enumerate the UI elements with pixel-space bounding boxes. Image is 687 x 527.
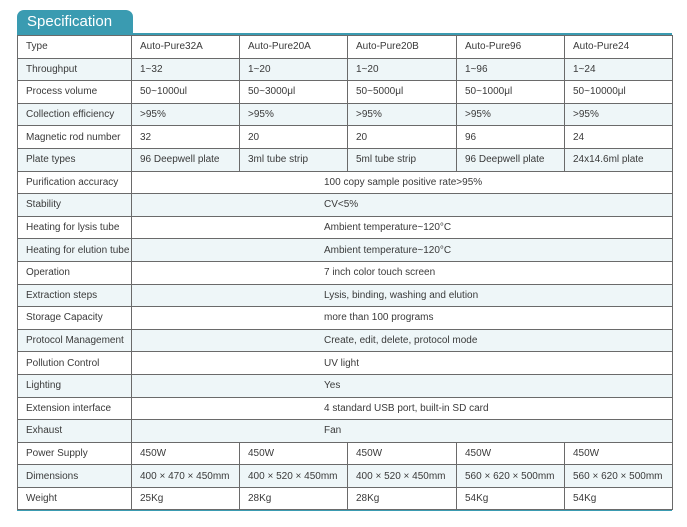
table-row — [18, 36, 673, 59]
table-row — [18, 194, 673, 217]
table-row — [18, 171, 673, 194]
row-value-cell: Auto-Pure20B — [348, 36, 457, 59]
row-value-cell: 1~24 — [565, 58, 673, 81]
row-merged-value: 100 copy sample positive rate>95% — [132, 171, 673, 194]
table-row — [18, 487, 673, 510]
table-bottom-line — [17, 510, 672, 511]
row-value-cell: 1~20 — [348, 58, 457, 81]
row-value-cell: >95% — [565, 103, 673, 126]
table-row — [18, 81, 673, 104]
row-label: Storage Capacity — [18, 307, 132, 330]
row-merged-value: Yes — [132, 374, 673, 397]
table-row — [18, 126, 673, 149]
row-label: Purification accuracy — [18, 171, 132, 194]
row-merged-value: Ambient temperature~120°C — [132, 239, 673, 262]
table-row — [18, 352, 673, 375]
table-row — [18, 216, 673, 239]
table-row — [18, 261, 673, 284]
row-label: Collection efficiency — [18, 103, 132, 126]
section-title-tab: Specification — [17, 10, 133, 34]
row-value-cell: 50~5000μl — [348, 81, 457, 104]
row-value-cell: 96 Deepwell plate — [457, 148, 565, 171]
row-value-cell: 3ml tube strip — [240, 148, 348, 171]
row-value-cell: 450W — [348, 442, 457, 465]
table-row — [18, 329, 673, 352]
table-row — [18, 239, 673, 262]
row-value-cell: 400 × 520 × 450mm — [348, 465, 457, 488]
row-value-cell: 400 × 520 × 450mm — [240, 465, 348, 488]
row-value-cell: 25Kg — [132, 487, 240, 510]
row-value-cell: 28Kg — [348, 487, 457, 510]
row-value-cell: 28Kg — [240, 487, 348, 510]
row-label: Exhaust — [18, 420, 132, 443]
specification-table — [17, 35, 673, 510]
row-label: Process volume — [18, 81, 132, 104]
row-value-cell: 50~3000μl — [240, 81, 348, 104]
row-label: Extension interface — [18, 397, 132, 420]
row-label: Dimensions — [18, 465, 132, 488]
row-merged-value: Create, edit, delete, protocol mode — [132, 329, 673, 352]
row-value-cell: 5ml tube strip — [348, 148, 457, 171]
row-value-cell: 1~96 — [457, 58, 565, 81]
row-value-cell: Auto-Pure32A — [132, 36, 240, 59]
row-label: Extraction steps — [18, 284, 132, 307]
table-row — [18, 148, 673, 171]
row-label: Heating for elution tube — [18, 239, 132, 262]
row-value-cell: 32 — [132, 126, 240, 149]
row-merged-value: 4 standard USB port, built-in SD card — [132, 397, 673, 420]
row-label: Plate types — [18, 148, 132, 171]
row-value-cell: 50~1000μl — [457, 81, 565, 104]
row-value-cell: >95% — [348, 103, 457, 126]
row-value-cell: 1~20 — [240, 58, 348, 81]
row-merged-value: Ambient temperature~120°C — [132, 216, 673, 239]
row-value-cell: 96 — [457, 126, 565, 149]
row-label: Pollution Control — [18, 352, 132, 375]
row-value-cell: 54Kg — [457, 487, 565, 510]
specification-table-body — [18, 36, 673, 510]
row-value-cell: 1~32 — [132, 58, 240, 81]
row-value-cell: 50~10000μl — [565, 81, 673, 104]
row-value-cell: Auto-Pure24 — [565, 36, 673, 59]
row-value-cell: 20 — [240, 126, 348, 149]
row-value-cell: 450W — [565, 442, 673, 465]
row-value-cell: 50~1000ul — [132, 81, 240, 104]
table-row — [18, 374, 673, 397]
row-value-cell: 450W — [240, 442, 348, 465]
row-value-cell: 24 — [565, 126, 673, 149]
row-value-cell: Auto-Pure20A — [240, 36, 348, 59]
row-value-cell: >95% — [457, 103, 565, 126]
row-value-cell: 560 × 620 × 500mm — [457, 465, 565, 488]
row-label: Lighting — [18, 374, 132, 397]
row-label: Stability — [18, 194, 132, 217]
table-row — [18, 397, 673, 420]
row-value-cell: 450W — [132, 442, 240, 465]
table-row — [18, 307, 673, 330]
row-label: Protocol Management — [18, 329, 132, 352]
table-row — [18, 420, 673, 443]
row-merged-value: 7 inch color touch screen — [132, 261, 673, 284]
row-value-cell: Auto-Pure96 — [457, 36, 565, 59]
row-value-cell: 96 Deepwell plate — [132, 148, 240, 171]
row-merged-value: Fan — [132, 420, 673, 443]
row-label: Magnetic rod number — [18, 126, 132, 149]
row-merged-value: more than 100 programs — [132, 307, 673, 330]
row-value-cell: 24x14.6ml plate — [565, 148, 673, 171]
row-value-cell: 54Kg — [565, 487, 673, 510]
row-label: Operation — [18, 261, 132, 284]
row-label: Throughput — [18, 58, 132, 81]
row-value-cell: >95% — [132, 103, 240, 126]
row-value-cell: 560 × 620 × 500mm — [565, 465, 673, 488]
row-value-cell: 450W — [457, 442, 565, 465]
row-label: Weight — [18, 487, 132, 510]
row-label: Type — [18, 36, 132, 59]
table-row — [18, 284, 673, 307]
row-value-cell: 400 × 470 × 450mm — [132, 465, 240, 488]
table-row — [18, 103, 673, 126]
row-merged-value: Lysis, binding, washing and elution — [132, 284, 673, 307]
row-merged-value: CV<5% — [132, 194, 673, 217]
table-row — [18, 58, 673, 81]
row-merged-value: UV light — [132, 352, 673, 375]
row-value-cell: 20 — [348, 126, 457, 149]
row-label: Power Supply — [18, 442, 132, 465]
row-value-cell: >95% — [240, 103, 348, 126]
table-row — [18, 442, 673, 465]
table-row — [18, 465, 673, 488]
row-label: Heating for lysis tube — [18, 216, 132, 239]
